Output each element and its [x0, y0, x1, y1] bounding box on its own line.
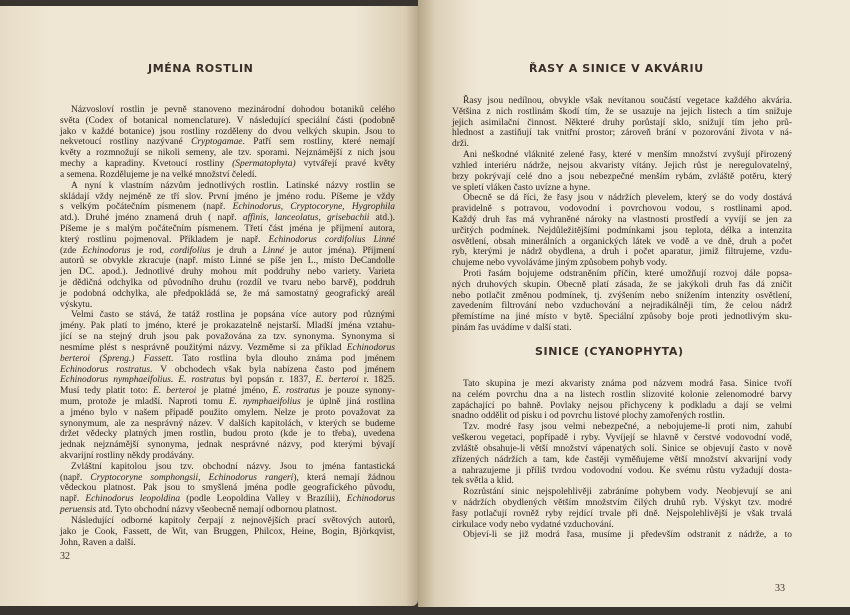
italic-text: Echinodorus rostratus	[60, 364, 151, 375]
text-run: atd.).	[369, 213, 395, 224]
text-line	[60, 321, 395, 332]
text-line	[60, 462, 395, 473]
text-line	[452, 422, 792, 433]
text-line	[60, 397, 395, 408]
chapter-title: JMÉNA ROSTLIN	[148, 62, 254, 75]
text-line	[452, 291, 792, 302]
italic-text: E. nymphaeifolius	[228, 396, 301, 407]
text-run: je úplně jiná rostlina	[300, 396, 395, 407]
text-run: synonymum, ale za nesprávný název. V dalších kapitolách, v kterých se budeme	[60, 418, 395, 429]
text-run: Tzv. modré řasy jsou velmi nebezpečné, a nebojujeme-li proti nim, zahubí	[463, 422, 792, 433]
text-run: a nahrazujeme ji příliš tvrdou vodovodní vodou. Ke svému růstu vyžadují dosta-	[452, 465, 792, 476]
text-run: Velmi často se stává, že tatáž rostlina je popsána více autory pod různými	[71, 310, 395, 321]
italic-text: Linné	[262, 245, 284, 256]
text-run: tek světla a klid.	[452, 476, 514, 487]
text-line	[452, 107, 792, 118]
text-line	[60, 527, 395, 538]
text-line	[60, 354, 395, 365]
text-run: atd. Tyto obchodní názvy všeobecně nemají odbornou platnost.	[96, 505, 338, 516]
italic-text: E. berteroi	[152, 386, 197, 397]
text-run: je rod,	[130, 245, 170, 256]
left-page-text	[60, 105, 395, 548]
text-line	[452, 390, 792, 401]
text-line	[60, 494, 395, 505]
text-run: zvláště obsahuje-li větší množství vápenatých solí. Sinice se objevují často v nově	[452, 443, 792, 454]
text-line	[60, 137, 395, 148]
text-run: ných druhových skupin. Obecně platí zásada, že se jakýkoli druh řas dá zničit	[452, 279, 792, 290]
text-line	[60, 300, 395, 311]
text-run: Objeví-li se již modrá řasa, musíme ji především odstranit z nádrže, a to	[463, 530, 792, 541]
text-run: (zde	[60, 245, 83, 256]
italic-text: E. berteroi	[315, 375, 359, 386]
text-run: brzy pokrývají celé dno a jsou nebezpečné menším rybám, zvláště potěru, který	[452, 171, 792, 182]
text-line	[452, 237, 792, 248]
section-title: SINICE (CYANOPHYTA)	[535, 345, 684, 358]
text-run: zapáchající po bahně. Povlaky nejsou přichyceny k podkladu a dají se velmi	[452, 400, 792, 411]
text-run: je dědičná odchylka od původního druhu (rozdíl ve tvaru nebo barvě), poddruh	[60, 278, 395, 288]
right-page-text-cyanophyta	[452, 379, 792, 541]
text-run: výskytu.	[60, 299, 93, 310]
text-line	[452, 487, 792, 498]
text-run: skládají vždy nejméně ze tří slov. První jméno je jméno rodu. Píšeme je vždy	[60, 191, 395, 202]
text-line	[452, 444, 792, 455]
text-run: světa (Codex of botanical nomenclature). V následující speciální části (podobně	[60, 115, 395, 126]
text-line	[452, 379, 792, 390]
text-run: mechy a kapradiny. Kvetoucí rostliny	[60, 159, 233, 170]
text-line	[452, 247, 792, 258]
text-line	[60, 267, 395, 278]
text-line	[452, 215, 792, 226]
text-run: Musí tedy platit toto:	[60, 386, 153, 397]
text-run: Každý druh řas má vyhraněné nároky na vlastnosti prostředí a vyvíjí se jen za	[452, 214, 792, 225]
text-line	[60, 181, 395, 192]
italic-text: Echinodorus, Cryptocoryne, Hygrophila	[232, 202, 395, 213]
text-run: je druh a	[210, 245, 263, 256]
text-run: nebo potlačit změnou podmínek, tj. zvýšením nebo snížením intenzity osvětlení,	[452, 290, 792, 301]
text-run: Píšeme je s malým počátečním písmenem. Třetí část jména je příjmení autora,	[60, 223, 395, 234]
text-run: nekvetoucí rostliny nazývané	[60, 137, 192, 148]
text-line	[60, 192, 395, 203]
text-line	[60, 256, 395, 267]
text-run: atd.). Druhé jméno znamená druh ( např.	[60, 213, 243, 224]
text-run: na celém povrchu dna a na listech rostlin slizovité kolonie zelenomodré barvy	[452, 389, 792, 400]
text-run: jící se na stejný druh jsou pak považována za tzv. synonyma. Synonyma si	[60, 332, 395, 343]
text-line	[60, 483, 395, 494]
text-run: Rozrůstání sinic nejspolehlivěji zabráníme pohybem vody. Neobjevují se ani	[463, 487, 792, 498]
left-page	[0, 6, 418, 606]
text-line	[60, 343, 395, 354]
text-run: chujeme nebo vyvoláváme jiným způsobem pohyb vody.	[452, 258, 668, 269]
text-run: pinám řas uvádíme v další stati.	[452, 323, 572, 334]
text-run: (např.	[60, 472, 91, 483]
text-line	[452, 96, 792, 107]
text-line	[60, 332, 395, 343]
text-run: hlednost a zastiňují tak vnitřní prostor; zároveň brání v pozorování života v ná-	[452, 128, 792, 139]
text-run: držet vědecky platných jmen rostlin, budou proto (kde je to třeba), uvedena	[60, 429, 395, 440]
text-line	[452, 193, 792, 204]
text-line	[60, 440, 395, 451]
text-run: vědeckou platnost. Pak jsou to smyšlená jména podle geografického původu,	[60, 483, 395, 494]
text-line	[452, 401, 792, 412]
text-line	[60, 386, 395, 397]
text-line	[452, 411, 792, 422]
text-line	[60, 170, 395, 181]
page-number: 32	[60, 551, 70, 562]
italic-text: cordifolius	[169, 245, 211, 256]
text-line	[60, 516, 395, 527]
text-line	[452, 301, 792, 312]
text-line	[60, 224, 395, 235]
text-run: v nádržích obydlených větším množstvím čilých druhů ryb. Výskyt tzv. modré	[452, 497, 792, 508]
page-number: 33	[775, 583, 785, 594]
text-run: ve spletí vláken často uvízne a hyne.	[452, 182, 591, 193]
text-run: osvětlení, obsah minerálních a organických látek ve vodě a ve dně, druh a počet	[452, 236, 792, 247]
text-line	[60, 505, 395, 516]
text-line	[452, 466, 792, 477]
text-run: ryb, kterými je nádrž obydlena, a druh i počet aparatur, jimiž filtrujeme, vzdu-	[452, 247, 792, 258]
italic-text: peruensis	[60, 505, 97, 516]
text-run: r. 1825.	[358, 375, 396, 386]
text-line	[452, 530, 792, 541]
text-line	[452, 172, 792, 183]
text-line	[452, 498, 792, 509]
text-run: autorů se obvykle zkracuje (např. místo Linné se píše jen L., místo DeCandolle	[60, 256, 395, 267]
italic-text: Echinodorus cordifolius Linné	[268, 234, 395, 245]
text-run: . V obchodech však byla nabízena často pod jménem	[150, 364, 395, 375]
text-run: ), která nemají žádnou	[293, 472, 395, 483]
text-line	[452, 150, 792, 161]
text-line	[60, 473, 395, 484]
text-run: a semena. Rozdělujeme je na velké množství čeledí.	[60, 169, 257, 180]
text-run: vzhled interiéru nádrže, nejsou akvaristy vítány. Jejich růst je neregulovatelný,	[452, 160, 792, 171]
italic-text: Echinodorus	[346, 494, 395, 505]
text-run: Většina z nich rostlinám škodí tím, že se usazuje na jejich listech a tím snižuje	[452, 106, 792, 117]
text-line	[452, 269, 792, 280]
text-line	[452, 455, 792, 466]
italic-text: berteroi (Spreng.) Fassett	[60, 353, 171, 364]
text-run: . Tato rostlina byla dlouho známa pod jménem	[170, 353, 395, 364]
text-run: jen DC. apod.). Jednotlivé druhy mohou mít poddruhy nebo variety. Varieta	[60, 267, 395, 278]
italic-text: Echinodorus	[82, 245, 131, 256]
text-run: Následující odborné kapitoly čerpají z nejnovějších prací světových autorů,	[71, 515, 395, 526]
text-line	[60, 538, 395, 549]
text-run: Obecně se dá říci, že řasy jsou v nádržích plevelem, který se do vody dostává	[463, 193, 792, 204]
text-run: řasy potlačují rovněž ryby rejdící trvale při dně. Nejspolehlivější je však trvalá	[452, 508, 792, 519]
text-run: Tato skupina je mezi akvaristy známa pod názvem modrá řasa. Sinice tvoří	[463, 379, 792, 389]
text-line	[452, 226, 792, 237]
text-line	[452, 312, 792, 323]
text-line	[452, 520, 792, 531]
text-run: je platné jméno,	[196, 386, 273, 397]
text-run: veškerou vegetaci, popřípadě i ryby. Vyvíjejí se hlavně v čerstvé vodovodní vodě,	[452, 433, 792, 444]
italic-text: Echinodorus nymphaeifolius. E. rostratus	[60, 375, 226, 386]
text-run: Proti řasám bojujeme odstraněním příčin, které umožňují rozvoj dále popsa-	[463, 269, 792, 279]
text-line	[60, 429, 395, 440]
text-line	[452, 280, 792, 291]
text-line	[452, 433, 792, 444]
italic-text: Echinodorus	[346, 342, 395, 353]
text-line	[452, 204, 792, 215]
text-line	[60, 375, 395, 386]
text-run: určitých podmínek. Nejdůležitějšími podmínkami jsou teplota, délka a intenzita	[452, 225, 792, 236]
text-line	[60, 408, 395, 419]
text-run: který rostlinu pojmenoval. Příkladem je např.	[60, 234, 269, 245]
text-line	[452, 509, 792, 520]
text-run: přemístíme na jiné místo v bytě. Speciální způsoby boje proti jednotlivým sku-	[452, 312, 792, 323]
italic-text: affinis, lanceolatus, grisebachii	[242, 213, 370, 224]
text-run: akvarijní rostliny někdy prodávány.	[60, 451, 195, 461]
text-run: . Patří sem rostliny, které nemají	[242, 137, 396, 148]
text-run: nesmíme plést s nesprávně použitými názvy. Vezměme si za příklad	[60, 342, 347, 353]
text-run: jednak nejznámější synonyma, jednak nesprávné názvy, pod kterými bývají	[60, 440, 395, 451]
right-page-text-algae	[452, 96, 792, 334]
text-line	[60, 127, 395, 138]
text-line	[60, 235, 395, 246]
text-run: cirkulace vody nebo vydatné vzduchování.	[452, 519, 614, 530]
italic-text: E. rostratus	[272, 386, 320, 397]
text-run: je podobná odchylka, ale předpokládá se, že má samostatný geografický areál	[60, 288, 395, 299]
text-run: byl popsán r. 1837,	[225, 375, 316, 386]
text-line	[60, 451, 395, 462]
text-line	[60, 159, 395, 170]
text-run: jako je Cook, Fassett, de Wit, van Bruggen, Philcox, Heine, Bogin, Björkqvist,	[60, 526, 395, 537]
right-page	[418, 0, 850, 607]
text-line	[452, 183, 792, 194]
text-run: s velkým počátečním písmenem (např.	[60, 202, 233, 213]
text-run: (podle Leopoldina Valley v Brazílii),	[180, 494, 347, 505]
text-run: mum, protože je mladší. Naproti tomu	[60, 396, 229, 407]
text-line	[60, 213, 395, 224]
text-run: jako v každé botanice) jsou rostliny rozděleny do dvou velkých skupin. Jsou to	[60, 126, 395, 137]
text-line	[60, 289, 395, 300]
text-run: Názvosloví rostlin je pevně stanoveno mezinárodní dohodou botaniků celého	[71, 105, 395, 115]
text-line	[452, 118, 792, 129]
text-line	[60, 105, 395, 116]
text-run: zřízených nádržích a tam, kde častěji vyměňujeme větší množství akvarijní vody	[452, 454, 792, 465]
text-run: jmény. Pak platí to jméno, které je prokazatelně nejstarší. Mladší jména vztahu-	[60, 321, 395, 332]
text-line	[60, 202, 395, 213]
italic-text: Cryptogamae	[191, 137, 243, 148]
text-run: vytvářejí pravé květy	[295, 159, 395, 170]
text-line	[60, 148, 395, 159]
text-run: Řasy jsou nedílnou, obvykle však nevítanou součástí vegetace každého akvária.	[463, 96, 792, 106]
text-line	[452, 258, 792, 269]
text-line	[60, 365, 395, 376]
text-run: A nyní k vlastním názvům jednotlivých rostlin. Latinské názvy rostlin se	[71, 180, 395, 191]
chapter-title: ŘASY A SINICE V AKVÁRIU	[529, 62, 704, 75]
text-run: je autor jména). Příjmení	[284, 245, 395, 256]
text-run: květy a rozmnožují se nikoli semeny, ale tzv. sporami. Nejznámější z nich jsou	[60, 148, 395, 159]
italic-text: Echinodorus leopoldina	[85, 494, 181, 505]
text-run: drži.	[452, 139, 470, 150]
text-run: zavedením filtrování nebo vzduchování a nejradikálněji tím, že celou nádrž	[452, 301, 792, 312]
text-line	[60, 246, 395, 257]
text-run: a jméno bylo v našem případě použito omylem. Nelze je proto považovat za	[60, 407, 395, 418]
text-line	[452, 476, 792, 487]
text-run: jejich asimilační činnost. Některé druhy porůstají sklo, snižují tím jeho prů-	[452, 117, 792, 128]
text-line	[452, 323, 792, 334]
text-run: Ani neškodné vláknité zelené řasy, které v menším množství zvyšují přirozený	[463, 150, 792, 161]
text-line	[452, 161, 792, 172]
text-line	[452, 128, 792, 139]
italic-text: (Spermatophyta)	[232, 159, 296, 170]
text-line	[60, 419, 395, 430]
text-run: pravidelně s potravou, vodovodní i povrchovou vodou, s rostlinami apod.	[452, 204, 792, 215]
text-line	[452, 139, 792, 150]
text-line	[60, 278, 395, 289]
text-line	[60, 116, 395, 127]
text-run: je pouze synony-	[319, 386, 395, 397]
italic-text: Cryptocoryne somphongsii, Echinodorus rangeri	[90, 472, 294, 483]
text-line	[60, 310, 395, 321]
text-run: snadno oddělit od písku i od povrchu listové plochy zamořených rostlin.	[452, 411, 725, 422]
text-run: John, Raven a další.	[60, 537, 136, 548]
text-run: Zvláštní kapitolou jsou tzv. obchodní názvy. Jsou to jména fantastická	[71, 461, 395, 472]
text-run: např.	[60, 494, 86, 505]
